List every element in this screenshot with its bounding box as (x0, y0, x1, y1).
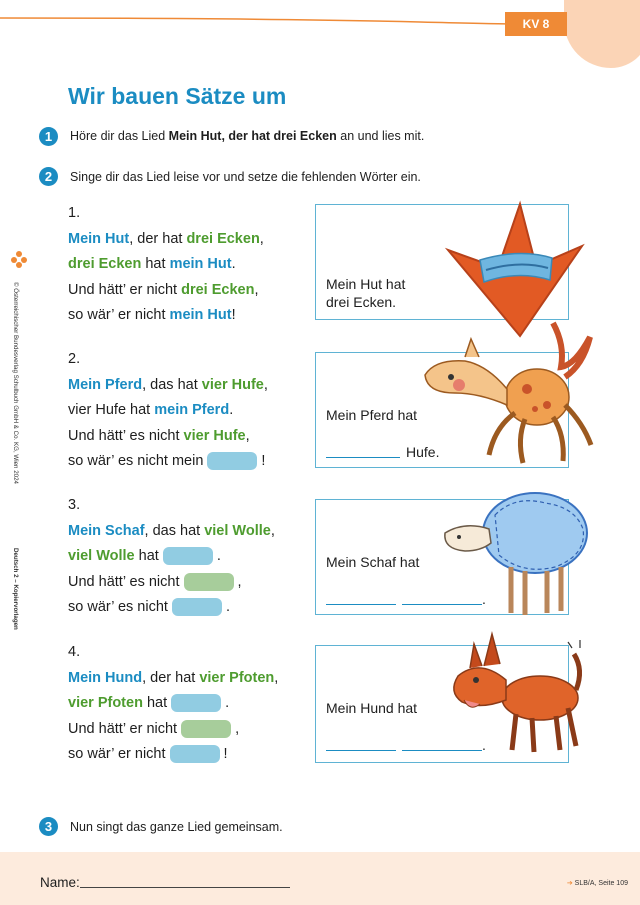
arrow-right-icon: ➔ (566, 880, 573, 887)
series-note: Deutsch 2 – Kopiervorlagen (12, 548, 19, 630)
verse-number: 4. (68, 644, 81, 660)
task-2-text: Singe dir das Lied leise vor und setze die fehlenden Wörter ein. (70, 170, 421, 184)
verse-4: 4. Mein Hund, der hat vier Pfoten, vier Pfoten hat . Und hätt’ er nicht , so wär’ er nicht ! (68, 640, 278, 768)
name-label: Name: (40, 875, 80, 890)
task-number-3: 3 (39, 817, 58, 836)
box-line-2: . (482, 737, 486, 753)
header-decoration (564, 0, 640, 68)
sheep-illustration (435, 485, 600, 620)
box-line-2: drei Ecken. (326, 294, 397, 310)
blank-line[interactable] (326, 604, 396, 605)
dog-illustration (440, 620, 590, 760)
page-title: Wir bauen Sätze um (68, 83, 287, 109)
kv-badge: KV 8 (505, 12, 567, 36)
box-line-1: Mein Pferd hat (326, 407, 418, 423)
answer-blot[interactable] (181, 720, 231, 738)
page-reference: ➔ SLB/A, Seite 109 (566, 880, 628, 887)
blank-line[interactable] (326, 457, 400, 458)
box-line-1: Mein Hund hat (326, 700, 418, 716)
task-number-2: 2 (39, 167, 58, 186)
task-3-text: Nun singt das ganze Lied gemeinsam. (70, 820, 283, 834)
answer-blot[interactable] (207, 452, 257, 470)
answer-blot[interactable] (170, 745, 220, 763)
box-line-1: Mein Schaf hat (326, 554, 420, 570)
verse-3: 3. Mein Schaf, das hat viel Wolle, viel Wolle hat . Und hätt’ es nicht , so wär’ es nicht . (68, 493, 275, 621)
blank-line[interactable] (326, 750, 396, 751)
horse-illustration (415, 305, 600, 470)
box-line-1: Mein Hut hat (326, 276, 406, 292)
name-field[interactable] (80, 887, 290, 888)
footer-band (0, 852, 640, 905)
answer-blot[interactable] (163, 547, 213, 565)
verse-number: 3. (68, 497, 81, 513)
verse-number: 2. (68, 351, 81, 367)
verse-number: 1. (68, 205, 81, 221)
answer-blot[interactable] (172, 598, 222, 616)
task-number-1: 1 (39, 127, 58, 146)
task-1-text: Höre dir das Lied Mein Hut, der hat drei Ecken an und lies mit. (70, 129, 425, 143)
answer-blot[interactable] (184, 573, 234, 591)
copyright-note: © Österreichischer Bundesverlag Schulbuch GmbH & Co. KG, Wien 2024 (12, 282, 19, 484)
verse-1: 1. Mein Hut, der hat drei Ecken, drei Ecken hat mein Hut. Und hätt’ er nicht drei Ecken, so wär’ er nicht mein Hut! (68, 201, 264, 329)
publisher-logo-icon (8, 248, 30, 270)
verse-2: 2. Mein Pferd, das hat vier Hufe, vier Hufe hat mein Pferd. Und hätt’ es nicht vier Hufe, so wär’ es nicht mein ! (68, 347, 268, 475)
box-line-2: . (482, 591, 486, 607)
answer-blot[interactable] (171, 694, 221, 712)
box-line-2: Hufe. (406, 444, 440, 460)
